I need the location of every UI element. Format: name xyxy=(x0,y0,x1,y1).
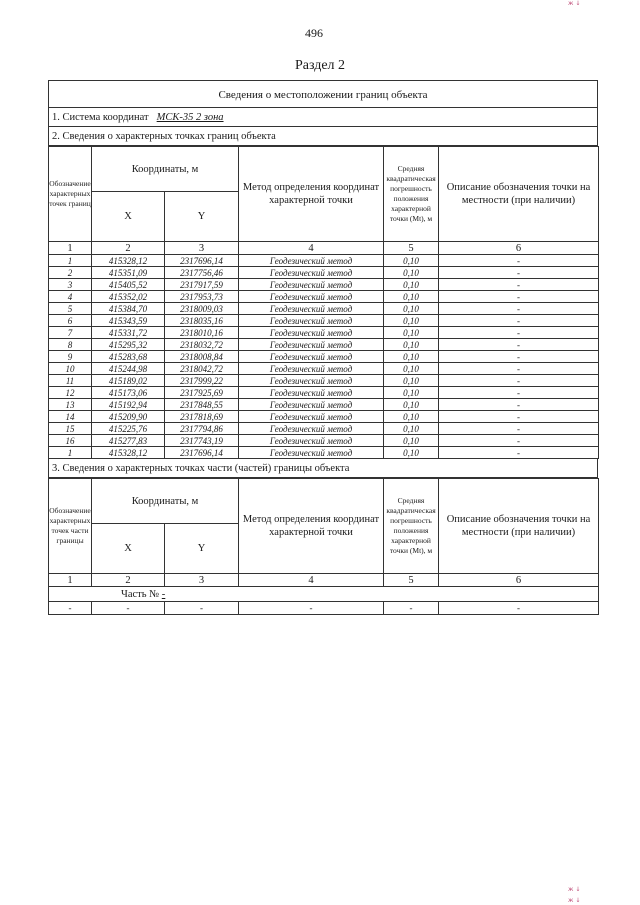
y-coordinate-cell: 2317999,22 xyxy=(165,375,239,387)
description-cell: - xyxy=(439,375,599,387)
header-method: Метод определения координат характерной точки xyxy=(239,479,384,574)
description-cell: - xyxy=(439,447,599,459)
boundary-sheet xyxy=(48,80,598,615)
point-number-cell: 6 xyxy=(49,315,92,327)
method-cell: Геодезический метод xyxy=(239,327,384,339)
x-coordinate-cell: 415244,98 xyxy=(92,363,165,375)
part-label-cell xyxy=(49,587,599,602)
page-number: 496 xyxy=(305,26,323,40)
y-coordinate-cell: 2317696,14 xyxy=(165,447,239,459)
table-row xyxy=(49,255,599,267)
x-coordinate-cell: 415209,90 xyxy=(92,411,165,423)
method-cell: Геодезический метод xyxy=(239,255,384,267)
x-coordinate-cell: 415295,32 xyxy=(92,339,165,351)
corner-mark-top: ж ↓ xyxy=(568,0,581,7)
y-coordinate-cell: 2317756,46 xyxy=(165,267,239,279)
x-coordinate-cell: 415328,12 xyxy=(92,255,165,267)
x-coordinate-cell: 415192,94 xyxy=(92,399,165,411)
method-cell: Геодезический метод xyxy=(239,399,384,411)
x-coordinate-cell: 415189,02 xyxy=(92,375,165,387)
error-cell: 0,10 xyxy=(384,351,439,363)
error-cell: 0,10 xyxy=(384,267,439,279)
y-coordinate-cell: 2318035,16 xyxy=(165,315,239,327)
part-value: - xyxy=(161,588,166,600)
error-cell: 0,10 xyxy=(384,303,439,315)
part-points-table xyxy=(48,478,599,615)
part-label: Часть № xyxy=(121,588,160,600)
coord-system-row xyxy=(48,108,598,127)
point-number-cell: 8 xyxy=(49,339,92,351)
table-row xyxy=(49,423,599,435)
part-cell: - xyxy=(49,602,92,615)
table-row xyxy=(49,267,599,279)
description-cell: - xyxy=(439,423,599,435)
method-cell: Геодезический метод xyxy=(239,411,384,423)
error-cell: 0,10 xyxy=(384,339,439,351)
table-row xyxy=(49,315,599,327)
column-number-row xyxy=(49,242,599,255)
table-row xyxy=(49,447,599,459)
header-method: Метод определения координат характерной точки xyxy=(239,147,384,242)
y-coordinate-cell: 2318032,72 xyxy=(165,339,239,351)
header-point-id-part: Обозначение характерных точек части границы xyxy=(49,479,92,574)
method-cell: Геодезический метод xyxy=(239,279,384,291)
part-cell: - xyxy=(165,602,239,615)
header-coordinates: Координаты, м xyxy=(92,479,239,524)
point-number-cell: 14 xyxy=(49,411,92,423)
table-row xyxy=(49,375,599,387)
table-title: Сведения о местоположении границ объекта xyxy=(48,80,598,108)
x-coordinate-cell: 415405,52 xyxy=(92,279,165,291)
table-row xyxy=(49,399,599,411)
header-x: X xyxy=(92,524,165,574)
header-x: X xyxy=(92,192,165,242)
x-coordinate-cell: 415352,02 xyxy=(92,291,165,303)
column-number-row xyxy=(49,574,599,587)
column-number: 4 xyxy=(239,242,384,255)
x-coordinate-cell: 415331,72 xyxy=(92,327,165,339)
method-cell: Геодезический метод xyxy=(239,375,384,387)
column-number: 4 xyxy=(239,574,384,587)
header-description: Описание обозначения точки на местности (при наличии) xyxy=(439,479,599,574)
point-number-cell: 1 xyxy=(49,255,92,267)
table-row xyxy=(49,363,599,375)
y-coordinate-cell: 2318009,03 xyxy=(165,303,239,315)
x-coordinate-cell: 415351,09 xyxy=(92,267,165,279)
column-number: 3 xyxy=(165,574,239,587)
error-cell: 0,10 xyxy=(384,387,439,399)
description-cell: - xyxy=(439,387,599,399)
table-row xyxy=(49,351,599,363)
table-row xyxy=(49,303,599,315)
method-cell: Геодезический метод xyxy=(239,423,384,435)
table-row xyxy=(49,387,599,399)
x-coordinate-cell: 415173,06 xyxy=(92,387,165,399)
part-empty-row xyxy=(49,602,599,615)
error-cell: 0,10 xyxy=(384,411,439,423)
coord-system-value: МСК-35 2 зона xyxy=(156,112,224,123)
part-cell: - xyxy=(239,602,384,615)
column-number: 6 xyxy=(439,574,599,587)
y-coordinate-cell: 2317794,86 xyxy=(165,423,239,435)
column-number: 2 xyxy=(92,242,165,255)
error-cell: 0,10 xyxy=(384,363,439,375)
method-cell: Геодезический метод xyxy=(239,387,384,399)
part-cell: - xyxy=(439,602,599,615)
y-coordinate-cell: 2317818,69 xyxy=(165,411,239,423)
error-cell: 0,10 xyxy=(384,291,439,303)
y-coordinate-cell: 2318042,72 xyxy=(165,363,239,375)
header-error: Средняя квадратическая погрешность положения характерной точки (Mt), м xyxy=(384,147,439,242)
part-cell: - xyxy=(384,602,439,615)
column-number: 1 xyxy=(49,242,92,255)
column-number: 2 xyxy=(92,574,165,587)
table-row xyxy=(49,291,599,303)
header-y: Y xyxy=(165,524,239,574)
error-cell: 0,10 xyxy=(384,435,439,447)
corner-mark-bottom-2: ж ↓ xyxy=(568,897,581,904)
table-row xyxy=(49,411,599,423)
x-coordinate-cell: 415225,76 xyxy=(92,423,165,435)
point-number-cell: 5 xyxy=(49,303,92,315)
section2-title: 2. Сведения о характерных точках границ объекта xyxy=(48,127,598,146)
table-row xyxy=(49,435,599,447)
error-cell: 0,10 xyxy=(384,279,439,291)
header-description: Описание обозначения точки на местности (при наличии) xyxy=(439,147,599,242)
method-cell: Геодезический метод xyxy=(239,339,384,351)
description-cell: - xyxy=(439,339,599,351)
y-coordinate-cell: 2317743,19 xyxy=(165,435,239,447)
error-cell: 0,10 xyxy=(384,315,439,327)
section-title: Раздел 2 xyxy=(294,58,346,73)
method-cell: Геодезический метод xyxy=(239,291,384,303)
point-number-cell: 16 xyxy=(49,435,92,447)
x-coordinate-cell: 415283,68 xyxy=(92,351,165,363)
error-cell: 0,10 xyxy=(384,327,439,339)
column-number: 1 xyxy=(49,574,92,587)
error-cell: 0,10 xyxy=(384,399,439,411)
y-coordinate-cell: 2318008,84 xyxy=(165,351,239,363)
point-number-cell: 15 xyxy=(49,423,92,435)
header-coordinates: Координаты, м xyxy=(92,147,239,192)
description-cell: - xyxy=(439,291,599,303)
y-coordinate-cell: 2317696,14 xyxy=(165,255,239,267)
description-cell: - xyxy=(439,267,599,279)
error-cell: 0,10 xyxy=(384,375,439,387)
header-error: Средняя квадратическая погрешность положения характерной точки (Mt), м xyxy=(384,479,439,574)
column-number: 6 xyxy=(439,242,599,255)
section3-title: 3. Сведения о характерных точках части (частей) границы объекта xyxy=(48,459,598,478)
description-cell: - xyxy=(439,351,599,363)
method-cell: Геодезический метод xyxy=(239,267,384,279)
x-coordinate-cell: 415328,12 xyxy=(92,447,165,459)
point-number-cell: 7 xyxy=(49,327,92,339)
x-coordinate-cell: 415384,70 xyxy=(92,303,165,315)
point-number-cell: 1 xyxy=(49,447,92,459)
header-y: Y xyxy=(165,192,239,242)
description-cell: - xyxy=(439,411,599,423)
description-cell: - xyxy=(439,363,599,375)
point-number-cell: 11 xyxy=(49,375,92,387)
point-number-cell: 9 xyxy=(49,351,92,363)
x-coordinate-cell: 415277,83 xyxy=(92,435,165,447)
error-cell: 0,10 xyxy=(384,447,439,459)
description-cell: - xyxy=(439,399,599,411)
point-number-cell: 2 xyxy=(49,267,92,279)
point-number-cell: 12 xyxy=(49,387,92,399)
table-row xyxy=(49,279,599,291)
points-table xyxy=(48,146,599,459)
point-number-cell: 10 xyxy=(49,363,92,375)
coord-system-label: 1. Система координат xyxy=(52,112,149,123)
error-cell: 0,10 xyxy=(384,423,439,435)
y-coordinate-cell: 2317917,59 xyxy=(165,279,239,291)
column-number: 3 xyxy=(165,242,239,255)
part-cell: - xyxy=(92,602,165,615)
header-point-id: Обозначение характерных точек границ xyxy=(49,147,92,242)
description-cell: - xyxy=(439,327,599,339)
point-number-cell: 13 xyxy=(49,399,92,411)
column-number: 5 xyxy=(384,242,439,255)
table-row xyxy=(49,339,599,351)
y-coordinate-cell: 2317953,73 xyxy=(165,291,239,303)
method-cell: Геодезический метод xyxy=(239,303,384,315)
description-cell: - xyxy=(439,435,599,447)
y-coordinate-cell: 2318010,16 xyxy=(165,327,239,339)
error-cell: 0,10 xyxy=(384,255,439,267)
method-cell: Геодезический метод xyxy=(239,435,384,447)
point-number-cell: 4 xyxy=(49,291,92,303)
table-row xyxy=(49,327,599,339)
method-cell: Геодезический метод xyxy=(239,447,384,459)
y-coordinate-cell: 2317848,55 xyxy=(165,399,239,411)
description-cell: - xyxy=(439,315,599,327)
x-coordinate-cell: 415343,59 xyxy=(92,315,165,327)
method-cell: Геодезический метод xyxy=(239,315,384,327)
method-cell: Геодезический метод xyxy=(239,351,384,363)
column-number: 5 xyxy=(384,574,439,587)
corner-mark-bottom-1: ж ↓ xyxy=(568,886,581,893)
description-cell: - xyxy=(439,279,599,291)
description-cell: - xyxy=(439,303,599,315)
y-coordinate-cell: 2317925,69 xyxy=(165,387,239,399)
point-number-cell: 3 xyxy=(49,279,92,291)
description-cell: - xyxy=(439,255,599,267)
method-cell: Геодезический метод xyxy=(239,363,384,375)
part-row xyxy=(49,587,599,602)
